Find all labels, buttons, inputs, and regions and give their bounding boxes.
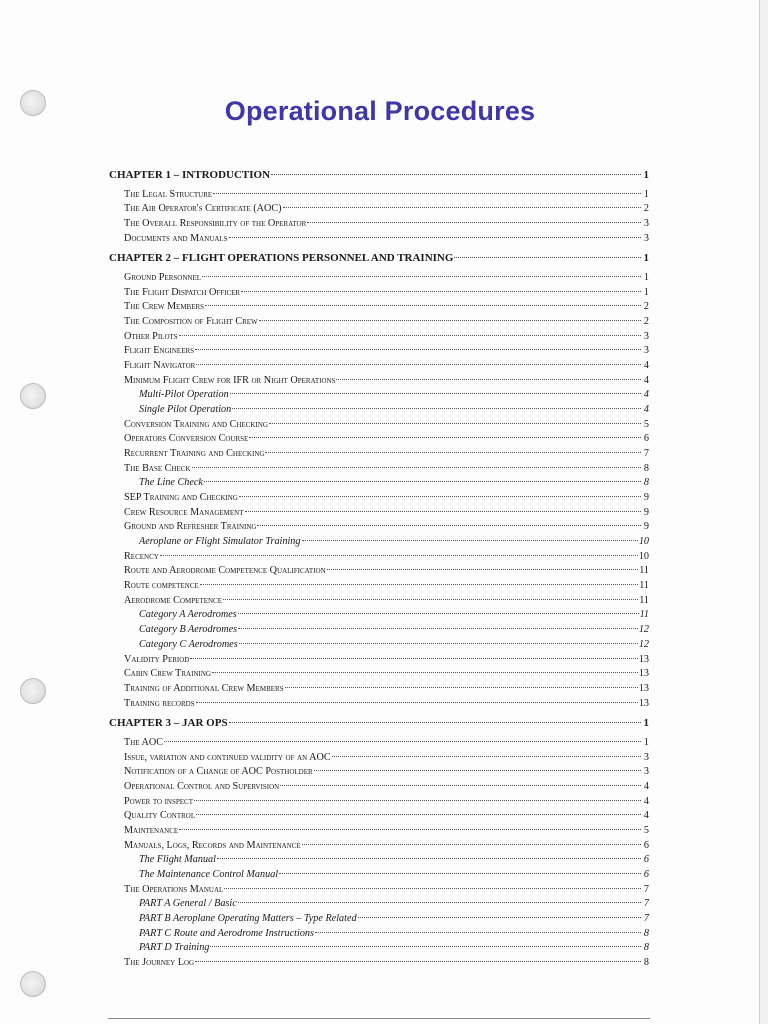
toc-entry-title: The Journey Log	[124, 956, 195, 968]
dot-leader	[302, 844, 641, 845]
toc-entry-title: Ground and Refresher Training	[124, 521, 257, 533]
toc-entry-title: Maintenance	[124, 824, 179, 836]
toc-subsection-entry[interactable]	[109, 853, 649, 868]
dot-leader	[265, 452, 641, 453]
toc-page-number: 11	[639, 594, 649, 606]
dot-leader	[283, 207, 641, 208]
toc-page-number: 3	[643, 345, 649, 357]
toc-page-number: 13	[638, 682, 649, 694]
toc-subsection-entry[interactable]	[109, 941, 649, 956]
toc-entry-title: Recurrent Training and Checking	[124, 448, 265, 460]
dot-leader	[194, 800, 641, 801]
toc-entry-title: The Line Check	[139, 477, 203, 489]
toc-entry-title: The Base Check	[124, 462, 191, 474]
toc-section-entry[interactable]	[109, 188, 649, 203]
dot-leader	[314, 770, 641, 771]
page-title: Operational Procedures	[224, 96, 536, 126]
toc-page-number: 13	[638, 653, 649, 665]
toc-page-number: 1	[643, 286, 649, 298]
toc-entry-title: Category C Aerodromes	[139, 638, 238, 650]
toc-page-number: 7	[643, 883, 649, 895]
toc-page-number: 7	[643, 898, 649, 910]
toc-page-number: 3	[643, 218, 649, 230]
dot-leader	[223, 599, 638, 600]
toc-page-number: 9	[643, 492, 649, 504]
toc-page-number: 8	[643, 462, 649, 474]
toc-chapter-entry[interactable]	[109, 168, 649, 183]
toc-entry-title: Power to inspect	[124, 795, 193, 807]
toc-section-entry[interactable]	[109, 271, 649, 286]
toc-subsection-entry[interactable]	[109, 623, 649, 638]
dot-leader	[259, 320, 641, 321]
toc-entry-title: Flight Navigator	[124, 360, 196, 372]
toc-page-number: 5	[643, 418, 649, 430]
toc-section-entry[interactable]	[109, 232, 649, 247]
toc-page-number: 8	[643, 942, 649, 954]
dot-leader	[232, 408, 641, 409]
toc-page-number: 9	[643, 521, 649, 533]
dot-leader	[229, 237, 641, 238]
toc-page-number: 4	[643, 404, 649, 416]
dot-leader	[239, 496, 641, 497]
toc-section-entry[interactable]	[109, 956, 649, 971]
toc-section-entry[interactable]	[109, 330, 649, 345]
toc-subsection-entry[interactable]	[109, 476, 649, 491]
punch-hole-icon	[20, 383, 46, 409]
toc-page-number: 3	[643, 232, 649, 244]
toc-chapter-entry[interactable]	[109, 716, 649, 731]
toc-section-entry[interactable]	[109, 300, 649, 315]
toc-section-entry[interactable]	[109, 883, 649, 898]
toc-page-number: 10	[638, 536, 649, 548]
toc-entry-title: Multi-Pilot Operation	[139, 389, 229, 401]
toc-page-number: 11	[639, 580, 649, 592]
dot-leader	[204, 481, 641, 482]
page-edge	[759, 0, 768, 1024]
toc-entry-title: PART D Training	[139, 942, 210, 954]
toc-page-number: 6	[643, 839, 649, 851]
toc-page-number: 13	[638, 697, 649, 709]
dot-leader	[454, 257, 641, 258]
toc-page-number: 4	[643, 795, 649, 807]
dot-leader	[196, 702, 638, 703]
toc-section-entry[interactable]	[109, 217, 649, 232]
dot-leader	[245, 511, 641, 512]
dot-leader	[192, 467, 641, 468]
dot-leader	[230, 393, 641, 394]
toc-entry-title: Aerodrome Competence	[124, 594, 222, 606]
toc-entry-title: Minimum Flight Crew for IFR or Night Operations	[124, 374, 336, 386]
dot-leader	[217, 858, 641, 859]
toc-page-number: 12	[638, 638, 649, 650]
toc-entry-title: Cabin Crew Training	[124, 668, 211, 680]
toc-page-number: 11	[639, 565, 649, 577]
dot-leader	[229, 722, 641, 723]
dot-leader	[238, 613, 639, 614]
toc-section-entry[interactable]	[109, 564, 649, 579]
dot-leader	[210, 946, 641, 947]
dot-leader	[269, 423, 641, 424]
toc-entry-title: CHAPTER 1 – INTRODUCTION	[109, 169, 271, 181]
dot-leader	[280, 785, 641, 786]
toc-page-number: 1	[643, 717, 649, 730]
toc-section-entry[interactable]	[109, 824, 649, 839]
toc-page-number: 1	[643, 252, 649, 265]
toc-section-entry[interactable]	[109, 202, 649, 217]
toc-entry-title: The Operations Manual	[124, 883, 224, 895]
dot-leader	[205, 305, 641, 306]
toc-page-number: 1	[643, 169, 649, 181]
dot-leader	[213, 193, 641, 194]
toc-page-number: 2	[643, 203, 649, 215]
toc-section-entry[interactable]	[109, 736, 649, 751]
dot-leader	[239, 643, 638, 644]
toc-subsection-entry[interactable]	[109, 897, 649, 912]
punch-hole-icon	[20, 971, 46, 997]
toc-subsection-entry[interactable]	[109, 403, 649, 418]
toc-page-number: 2	[643, 301, 649, 313]
toc-entry-title: Ground Personnel	[124, 272, 202, 284]
toc-section-entry[interactable]	[109, 374, 649, 389]
toc-page-number: 4	[643, 360, 649, 372]
toc-page-number: 8	[643, 477, 649, 489]
toc-entry-title: Crew Resource Management	[124, 506, 244, 518]
toc-section-entry[interactable]	[109, 667, 649, 682]
toc-page-number: 1	[643, 736, 649, 748]
toc-entry-title: The Flight Dispatch Officer	[124, 286, 241, 298]
toc-entry-title: Flight Engineers	[124, 345, 195, 357]
dot-leader	[327, 569, 639, 570]
toc-entry-title: Operational Control and Supervision	[124, 780, 280, 792]
toc-page-number: 4	[643, 374, 649, 386]
toc-entry-title: The Air Operator's Certificate (AOC)	[124, 203, 282, 215]
dot-leader	[332, 756, 641, 757]
toc-page-number: 4	[643, 810, 649, 822]
toc-section-entry[interactable]	[109, 809, 649, 824]
toc-section-entry[interactable]	[109, 795, 649, 810]
toc-page-number: 3	[643, 330, 649, 342]
toc-entry-title: Route competence	[124, 580, 199, 592]
toc-section-entry[interactable]	[109, 359, 649, 374]
toc-entry-title: Recency	[124, 550, 159, 562]
toc-entry-title: The Crew Members	[124, 301, 205, 313]
toc-page-number: 6	[643, 854, 649, 866]
bottom-divider	[108, 1018, 650, 1019]
toc-entry-title: Quality Control	[124, 810, 196, 822]
dot-leader	[358, 917, 641, 918]
toc-page-number: 3	[643, 751, 649, 763]
dot-leader	[285, 687, 638, 688]
toc-entry-title: The Flight Manual	[139, 854, 216, 866]
toc-subsection-entry[interactable]	[109, 388, 649, 403]
toc-page-number: 8	[643, 956, 649, 968]
toc-section-entry[interactable]	[109, 653, 649, 668]
toc-section-entry[interactable]	[109, 432, 649, 447]
toc-entry-title: Aeroplane or Flight Simulator Training	[139, 536, 301, 548]
punch-hole-icon	[20, 678, 46, 704]
toc-entry-title: Operators Conversion Course	[124, 433, 249, 445]
toc-page-number: 3	[643, 766, 649, 778]
dot-leader	[249, 437, 641, 438]
toc-section-entry[interactable]	[109, 286, 649, 301]
dot-leader	[238, 902, 641, 903]
dot-leader	[160, 555, 638, 556]
toc-page-number: 8	[643, 927, 649, 939]
toc-chapter-entry[interactable]	[109, 251, 649, 266]
toc-subsection-entry[interactable]	[109, 608, 649, 623]
toc-page-number: 7	[643, 912, 649, 924]
toc-subsection-entry[interactable]	[109, 638, 649, 653]
toc-section-entry[interactable]	[109, 506, 649, 521]
dot-leader	[241, 291, 641, 292]
toc-entry-title: PART B Aeroplane Operating Matters – Type Related	[139, 912, 357, 924]
toc-entry-title: The Maintenance Control Manual	[139, 868, 279, 880]
dot-leader	[195, 961, 641, 962]
toc-subsection-entry[interactable]	[109, 535, 649, 550]
table-of-contents	[109, 168, 649, 971]
dot-leader	[271, 174, 641, 175]
toc-section-entry[interactable]	[109, 315, 649, 330]
toc-entry-title: Documents and Manuals	[124, 232, 228, 244]
dot-leader	[315, 932, 641, 933]
toc-section-entry[interactable]	[109, 447, 649, 462]
toc-entry-title: PART C Route and Aerodrome Instructions	[139, 927, 314, 939]
toc-entry-title: Category B Aerodromes	[139, 624, 238, 636]
dot-leader	[196, 364, 641, 365]
dot-leader	[202, 276, 641, 277]
toc-page-number: 12	[638, 624, 649, 636]
toc-entry-title: Route and Aerodrome Competence Qualification	[124, 565, 326, 577]
toc-page-number: 1	[643, 188, 649, 200]
toc-page-number: 4	[643, 780, 649, 792]
toc-section-entry[interactable]	[109, 682, 649, 697]
toc-entry-title: Issue, variation and continued validity of an AOC	[124, 751, 331, 763]
toc-entry-title: The Overall Responsibility of the Operator	[124, 218, 307, 230]
toc-page-number: 2	[643, 316, 649, 328]
dot-leader	[195, 349, 641, 350]
toc-entry-title: Other Pilots	[124, 330, 178, 342]
dot-leader	[190, 658, 637, 659]
toc-entry-title: PART A General / Basic	[139, 898, 237, 910]
toc-section-entry[interactable]	[109, 462, 649, 477]
toc-section-entry[interactable]	[109, 491, 649, 506]
toc-page-number: 1	[643, 272, 649, 284]
toc-section-entry[interactable]	[109, 839, 649, 854]
toc-entry-title: Training records	[124, 697, 195, 709]
toc-section-entry[interactable]	[109, 344, 649, 359]
toc-section-entry[interactable]	[109, 765, 649, 780]
dot-leader	[164, 741, 641, 742]
dot-leader	[279, 873, 641, 874]
toc-page-number: 11	[639, 609, 649, 621]
toc-entry-title: Training of Additional Crew Members	[124, 682, 284, 694]
toc-entry-title: Category A Aerodromes	[139, 609, 237, 621]
toc-entry-title: Manuals, Logs, Records and Maintenance	[124, 839, 301, 851]
toc-section-entry[interactable]	[109, 780, 649, 795]
toc-page-number: 13	[638, 668, 649, 680]
toc-page-number: 6	[643, 868, 649, 880]
toc-section-entry[interactable]	[109, 697, 649, 712]
toc-subsection-entry[interactable]	[109, 868, 649, 883]
toc-entry-title: SEP Training and Checking	[124, 492, 238, 504]
toc-entry-title: CHAPTER 2 – FLIGHT OPERATIONS PERSONNEL AND TRAINING	[109, 252, 454, 265]
toc-section-entry[interactable]	[109, 751, 649, 766]
toc-page-number: 4	[643, 389, 649, 401]
toc-section-entry[interactable]	[109, 550, 649, 565]
toc-subsection-entry[interactable]	[109, 927, 649, 942]
dot-leader	[302, 540, 638, 541]
toc-page-number: 5	[643, 824, 649, 836]
dot-leader	[336, 379, 641, 380]
toc-entry-title: Notification of a Change of AOC Postholder	[124, 766, 313, 778]
toc-section-entry[interactable]	[109, 418, 649, 433]
toc-entry-title: The AOC	[124, 736, 164, 748]
dot-leader	[307, 222, 641, 223]
toc-entry-title: Single Pilot Operation	[139, 404, 232, 416]
dot-leader	[238, 628, 638, 629]
toc-section-entry[interactable]	[109, 520, 649, 535]
toc-entry-title: The Composition of Flight Crew	[124, 316, 258, 328]
dot-leader	[257, 525, 641, 526]
toc-subsection-entry[interactable]	[109, 912, 649, 927]
toc-page-number: 9	[643, 506, 649, 518]
dot-leader	[212, 672, 638, 673]
toc-entry-title: Conversion Training and Checking	[124, 418, 268, 430]
dot-leader	[224, 888, 641, 889]
toc-section-entry[interactable]	[109, 579, 649, 594]
toc-page-number: 7	[643, 448, 649, 460]
dot-leader	[179, 829, 641, 830]
toc-page-number: 10	[638, 550, 649, 562]
dot-leader	[200, 584, 639, 585]
toc-entry-title: The Legal Structure	[124, 188, 213, 200]
toc-entry-title: Validity Period	[124, 653, 190, 665]
toc-section-entry[interactable]	[109, 594, 649, 609]
toc-entry-title: CHAPTER 3 – JAR OPS	[109, 717, 228, 730]
dot-leader	[196, 814, 641, 815]
toc-page-number: 6	[643, 433, 649, 445]
dot-leader	[179, 335, 641, 336]
